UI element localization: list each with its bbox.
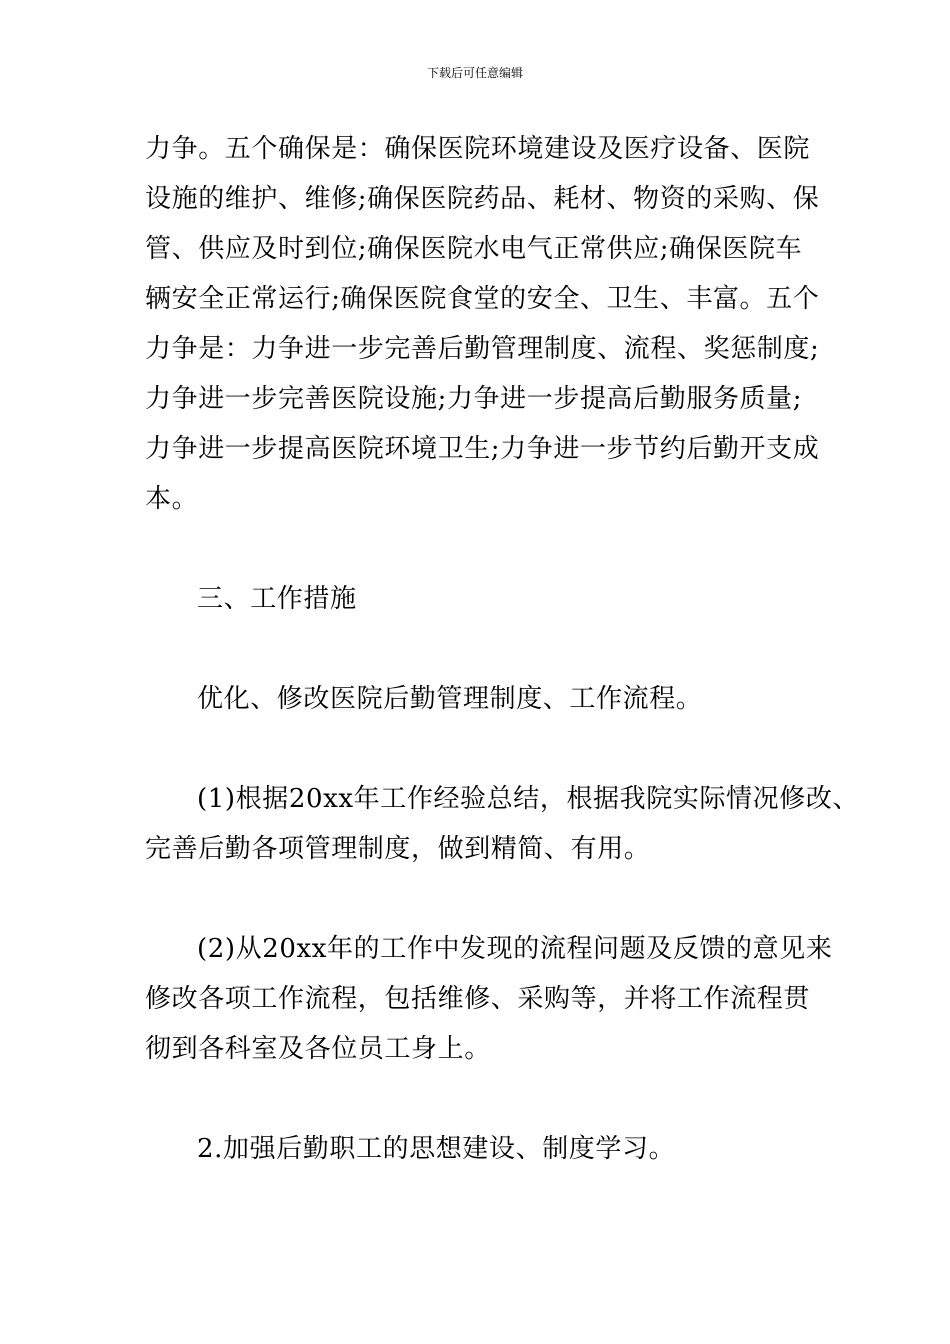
text-line: 修改各项工作流程，包括维修、采购等，并将工作流程贯 <box>145 984 811 1014</box>
text-line: 力争进一步完善医院设施;力争进一步提高后勤服务质量; <box>145 384 803 414</box>
text-line: 力争进一步提高医院环境卫生;力争进一步节约后勤开支成 <box>145 434 820 464</box>
spacer <box>145 724 810 774</box>
spacer <box>145 624 810 674</box>
text-line: 本。 <box>145 484 199 514</box>
spacer <box>145 524 810 574</box>
page-header: 下载后可任意编辑 <box>426 66 523 80</box>
text-line: 彻到各科室及各位员工身上。 <box>145 1034 491 1064</box>
text-line: 设施的维护、维修;确保医院药品、耗材、物资的采购、保 <box>145 184 820 214</box>
text-line: (1)根据20xx年工作经验总结，根据我院实际情况修改、 <box>197 784 860 814</box>
text-line: 辆安全正常运行;确保医院食堂的安全、卫生、丰富。五个 <box>145 284 820 314</box>
document-body <box>145 124 860 1174</box>
sub-item-2 <box>145 924 833 1074</box>
text-line: (2)从20xx年的工作中发现的流程问题及反馈的意见来 <box>197 934 833 964</box>
text-line: 力争是：力争进一步完善后勤管理制度、流程、奖惩制度; <box>145 334 820 364</box>
item-2: 2.加强后勤职工的思想建设、制度学习。 <box>197 1134 676 1164</box>
text-line: 力争。五个确保是：确保医院环境建设及医疗设备、医院 <box>145 134 811 164</box>
spacer <box>145 1074 810 1124</box>
text-line: 管、供应及时到位;确保医院水电气正常供应;确保医院车 <box>145 234 803 264</box>
paragraph-guarantees <box>145 124 820 524</box>
sub-item-1 <box>145 774 860 874</box>
item-optimize: 优化、修改医院后勤管理制度、工作流程。 <box>197 684 703 714</box>
text-line: 完善后勤各项管理制度，做到精简、有用。 <box>145 834 651 864</box>
section-heading: 三、工作措施 <box>197 584 357 614</box>
spacer <box>145 874 810 924</box>
